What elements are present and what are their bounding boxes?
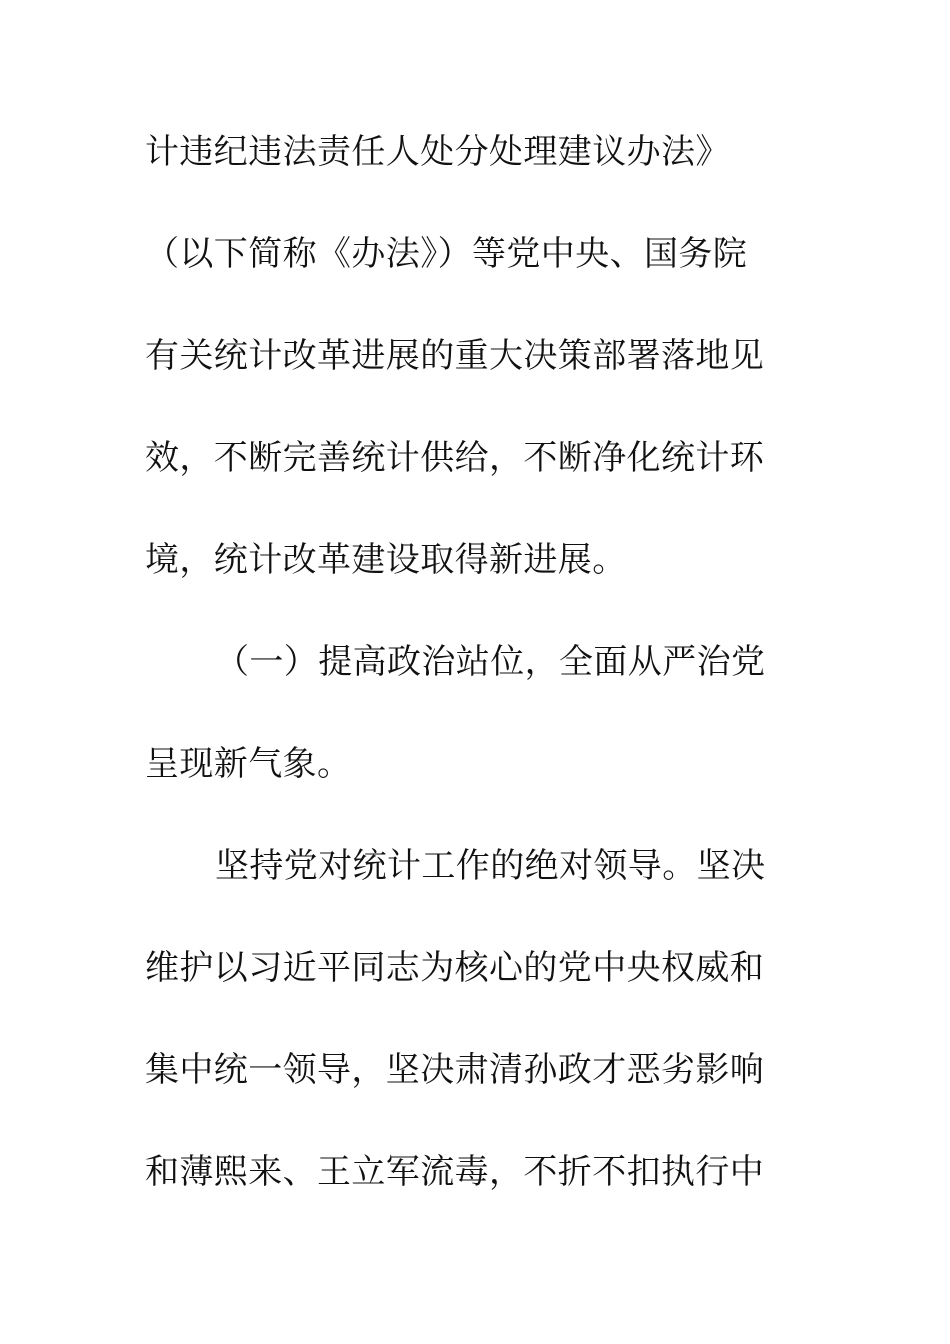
section-heading-line: （一）提高政治站位，全面从严治党 — [215, 642, 766, 682]
paragraph-start-line: 坚持党对统计工作的绝对领导。坚决 — [215, 846, 766, 886]
text-line: （以下简称《办法》）等党中央、国务院 — [145, 234, 748, 274]
text-line: 和薄熙来、王立军流毒，不折不扣执行中 — [145, 1152, 765, 1192]
section-heading-line: 呈现新气象。 — [145, 744, 352, 784]
text-line: 境，统计改革建设取得新进展。 — [145, 540, 627, 580]
text-line: 计违纪违法责任人处分处理建议办法》 — [145, 132, 730, 172]
body-text — [145, 125, 785, 1247]
text-line: 效，不断完善统计供给，不断净化统计环 — [145, 438, 765, 478]
text-line: 集中统一领导，坚决肃清孙政才恶劣影响 — [145, 1050, 765, 1090]
text-line: 有关统计改革进展的重大决策部署落地见 — [145, 336, 765, 376]
text-line: 维护以习近平同志为核心的党中央权威和 — [145, 948, 765, 988]
